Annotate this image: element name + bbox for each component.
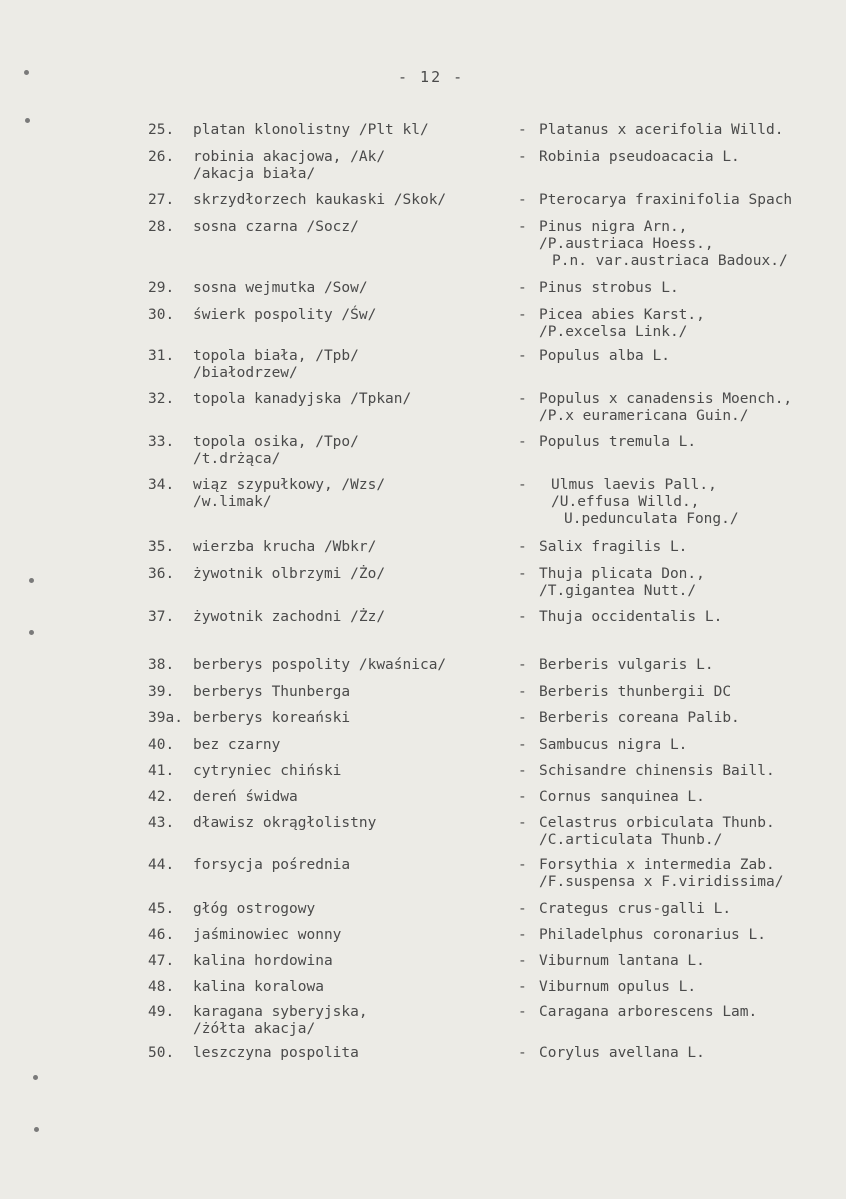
- polish-name: [193, 979, 324, 996]
- latin-name-line: Viburnum lantana L.: [539, 953, 705, 969]
- latin-name-line: U.pedunculata Fong./: [564, 511, 739, 527]
- separator-dash: -: [518, 979, 527, 995]
- latin-name: [539, 1004, 757, 1021]
- polish-name-line: berberys koreański: [193, 710, 351, 726]
- latin-name: [539, 763, 775, 780]
- separator-dash: -: [518, 122, 527, 138]
- latin-name: [539, 219, 788, 270]
- entry-number: 27.: [148, 192, 175, 208]
- latin-name: [539, 539, 687, 556]
- polish-name-line: wiąz szypułkowy, /Wzs/: [193, 477, 386, 493]
- polish-name-line: cytryniec chiński: [193, 763, 342, 779]
- separator-dash: -: [518, 477, 527, 493]
- entry-number: 38.: [148, 657, 175, 673]
- polish-name-line: żywotnik zachodni /Żz/: [193, 609, 386, 625]
- latin-name-line: Crategus crus-galli L.: [539, 901, 732, 917]
- polish-name: [193, 307, 376, 324]
- entry-number: 26.: [148, 149, 175, 165]
- latin-name-line: Berberis vulgaris L.: [539, 657, 714, 673]
- latin-name-line: Viburnum opulus L.: [539, 979, 697, 995]
- polish-name: [193, 348, 359, 382]
- entry-number: 49.: [148, 1004, 175, 1020]
- binder-hole: [29, 578, 34, 583]
- latin-name-line: Picea abies Karst.,: [539, 307, 705, 323]
- entry-number: 41.: [148, 763, 175, 779]
- latin-name: [539, 348, 670, 365]
- polish-name-line: platan klonolistny /Plt kl/: [193, 122, 429, 138]
- latin-name-line: /C.articulata Thunb./: [539, 832, 723, 848]
- separator-dash: -: [518, 566, 527, 582]
- polish-name-line: skrzydłorzech kaukaski /Skok/: [193, 192, 447, 208]
- polish-name-line: /t.drżąca/: [193, 451, 281, 467]
- separator-dash: -: [518, 192, 527, 208]
- latin-name-line: Robinia pseudoacacia L.: [539, 149, 740, 165]
- latin-name-line: Thuja plicata Don.,: [539, 566, 705, 582]
- separator-dash: -: [518, 763, 527, 779]
- polish-name: [193, 901, 315, 918]
- polish-name-line: sosna wejmutka /Sow/: [193, 280, 368, 296]
- latin-name: [539, 434, 696, 451]
- separator-dash: -: [518, 1045, 527, 1061]
- latin-name-line: /P.excelsa Link./: [539, 324, 688, 340]
- polish-name: [193, 763, 341, 780]
- polish-name-line: wierzba krucha /Wbkr/: [193, 539, 377, 555]
- latin-name-line: Cornus sanquinea L.: [539, 789, 705, 805]
- polish-name-line: leszczyna pospolita: [193, 1045, 359, 1061]
- page-number: - 12 -: [398, 68, 465, 86]
- latin-name-line: P.n. var.austriaca Badoux./: [552, 253, 788, 269]
- latin-name: [539, 609, 722, 626]
- polish-name: [193, 1004, 368, 1038]
- entry-number: 28.: [148, 219, 175, 235]
- polish-name-line: dławisz okrągłolistny: [193, 815, 377, 831]
- entry-number: 25.: [148, 122, 175, 138]
- latin-name-line: Berberis thunbergii DC: [539, 684, 732, 700]
- polish-name-line: robinia akacjowa, /Ak/: [193, 149, 386, 165]
- latin-name: [539, 149, 740, 166]
- binder-hole: [34, 1127, 39, 1132]
- entry-number: 40.: [148, 737, 175, 753]
- polish-name: [193, 539, 376, 556]
- entry-number: 29.: [148, 280, 175, 296]
- separator-dash: -: [518, 789, 527, 805]
- polish-name: [193, 737, 280, 754]
- latin-name: [539, 122, 783, 139]
- polish-name: [193, 953, 333, 970]
- latin-name-line: /F.suspensa x F.viridissima/: [539, 874, 784, 890]
- polish-name: [193, 815, 376, 832]
- polish-name: [193, 219, 359, 236]
- polish-name: [193, 477, 385, 511]
- latin-name-line: Forsythia x intermedia Zab.: [539, 857, 775, 873]
- latin-name-line: Philadelphus coronarius L.: [539, 927, 766, 943]
- latin-name-line: /U.effusa Willd.,: [551, 494, 700, 510]
- polish-name-line: topola osika, /Tpo/: [193, 434, 359, 450]
- separator-dash: -: [518, 280, 527, 296]
- binder-hole: [29, 630, 34, 635]
- separator-dash: -: [518, 219, 527, 235]
- binder-hole: [33, 1075, 38, 1080]
- latin-name-line: Ulmus laevis Pall.,: [551, 477, 717, 493]
- latin-name: [539, 391, 792, 425]
- entry-number: 30.: [148, 307, 175, 323]
- polish-name-line: /akacja biała/: [193, 166, 316, 182]
- latin-name: [539, 927, 766, 944]
- entry-number: 47.: [148, 953, 175, 969]
- polish-name-line: sosna czarna /Socz/: [193, 219, 359, 235]
- latin-name-line: Corylus avellana L.: [539, 1045, 705, 1061]
- latin-name-line: Pinus strobus L.: [539, 280, 679, 296]
- latin-name: [551, 477, 739, 528]
- latin-name-line: Populus alba L.: [539, 348, 670, 364]
- polish-name-line: świerk pospolity /Św/: [193, 307, 377, 323]
- latin-name: [539, 280, 679, 297]
- entry-number: 42.: [148, 789, 175, 805]
- latin-name-line: Celastrus orbiculata Thunb.: [539, 815, 775, 831]
- latin-name-line: Salix fragilis L.: [539, 539, 688, 555]
- polish-name: [193, 684, 350, 701]
- polish-name: [193, 122, 429, 139]
- entry-number: 32.: [148, 391, 175, 407]
- entry-number: 34.: [148, 477, 175, 493]
- entry-number: 43.: [148, 815, 175, 831]
- latin-name: [539, 192, 792, 209]
- entry-number: 33.: [148, 434, 175, 450]
- polish-name: [193, 789, 298, 806]
- polish-name-line: bez czarny: [193, 737, 281, 753]
- polish-name-line: topola kanadyjska /Tpkan/: [193, 391, 412, 407]
- latin-name-line: Caragana arborescens Lam.: [539, 1004, 758, 1020]
- polish-name-line: jaśminowiec wonny: [193, 927, 342, 943]
- separator-dash: -: [518, 857, 527, 873]
- latin-name-line: Pterocarya fraxinifolia Spach: [539, 192, 793, 208]
- polish-name: [193, 566, 385, 583]
- polish-name: [193, 434, 359, 468]
- separator-dash: -: [518, 901, 527, 917]
- latin-name: [539, 657, 714, 674]
- entry-number: 31.: [148, 348, 175, 364]
- separator-dash: -: [518, 609, 527, 625]
- latin-name-line: Platanus x acerifolia Willd.: [539, 122, 784, 138]
- latin-name: [539, 1045, 705, 1062]
- separator-dash: -: [518, 539, 527, 555]
- latin-name: [539, 857, 783, 891]
- latin-name-line: Pinus nigra Arn.,: [539, 219, 688, 235]
- separator-dash: -: [518, 710, 527, 726]
- latin-name: [539, 684, 731, 701]
- binder-hole: [25, 118, 30, 123]
- polish-name-line: karagana syberyjska,: [193, 1004, 368, 1020]
- entry-number: 39.: [148, 684, 175, 700]
- entry-number: 46.: [148, 927, 175, 943]
- latin-name: [539, 789, 705, 806]
- entry-number: 37.: [148, 609, 175, 625]
- separator-dash: -: [518, 434, 527, 450]
- latin-name: [539, 953, 705, 970]
- polish-name: [193, 391, 411, 408]
- polish-name-line: berberys Thunberga: [193, 684, 351, 700]
- separator-dash: -: [518, 657, 527, 673]
- polish-name-line: kalina koralowa: [193, 979, 324, 995]
- polish-name-line: /w.limak/: [193, 494, 272, 510]
- latin-name: [539, 307, 705, 341]
- latin-name: [539, 737, 687, 754]
- separator-dash: -: [518, 737, 527, 753]
- latin-name-line: Schisandre chinensis Baill.: [539, 763, 775, 779]
- polish-name-line: topola biała, /Tpb/: [193, 348, 359, 364]
- latin-name: [539, 710, 740, 727]
- polish-name: [193, 927, 341, 944]
- latin-name: [539, 979, 696, 996]
- polish-name-line: forsycja pośrednia: [193, 857, 351, 873]
- entry-number: 48.: [148, 979, 175, 995]
- polish-name-line: /białodrzew/: [193, 365, 298, 381]
- polish-name-line: berberys pospolity /kwaśnica/: [193, 657, 447, 673]
- latin-name-line: Sambucus nigra L.: [539, 737, 688, 753]
- entry-number: 45.: [148, 901, 175, 917]
- separator-dash: -: [518, 815, 527, 831]
- polish-name: [193, 149, 385, 183]
- separator-dash: -: [518, 953, 527, 969]
- binder-hole: [24, 70, 29, 75]
- latin-name-line: Populus tremula L.: [539, 434, 697, 450]
- latin-name: [539, 566, 705, 600]
- polish-name: [193, 857, 350, 874]
- latin-name: [539, 815, 775, 849]
- polish-name-line: /żółta akacja/: [193, 1021, 316, 1037]
- entry-number: 44.: [148, 857, 175, 873]
- polish-name-line: dereń świdwa: [193, 789, 298, 805]
- separator-dash: -: [518, 391, 527, 407]
- latin-name-line: Thuja occidentalis L.: [539, 609, 723, 625]
- polish-name: [193, 280, 368, 297]
- polish-name-line: kalina hordowina: [193, 953, 333, 969]
- separator-dash: -: [518, 1004, 527, 1020]
- polish-name-line: głóg ostrogowy: [193, 901, 316, 917]
- separator-dash: -: [518, 348, 527, 364]
- separator-dash: -: [518, 684, 527, 700]
- polish-name-line: żywotnik olbrzymi /Żo/: [193, 566, 386, 582]
- polish-name: [193, 657, 446, 674]
- latin-name-line: Berberis coreana Palib.: [539, 710, 740, 726]
- latin-name-line: Populus x canadensis Moench.,: [539, 391, 793, 407]
- latin-name: [539, 901, 731, 918]
- latin-name-line: /P.x euramericana Guin./: [539, 408, 749, 424]
- entry-number: 35.: [148, 539, 175, 555]
- entry-number: 36.: [148, 566, 175, 582]
- polish-name: [193, 1045, 359, 1062]
- separator-dash: -: [518, 149, 527, 165]
- separator-dash: -: [518, 307, 527, 323]
- latin-name-line: /P.austriaca Hoess.,: [539, 236, 714, 252]
- polish-name: [193, 609, 385, 626]
- entry-number: 39a.: [148, 710, 183, 726]
- polish-name: [193, 710, 350, 727]
- polish-name: [193, 192, 446, 209]
- separator-dash: -: [518, 927, 527, 943]
- latin-name-line: /T.gigantea Nutt./: [539, 583, 697, 599]
- entry-number: 50.: [148, 1045, 175, 1061]
